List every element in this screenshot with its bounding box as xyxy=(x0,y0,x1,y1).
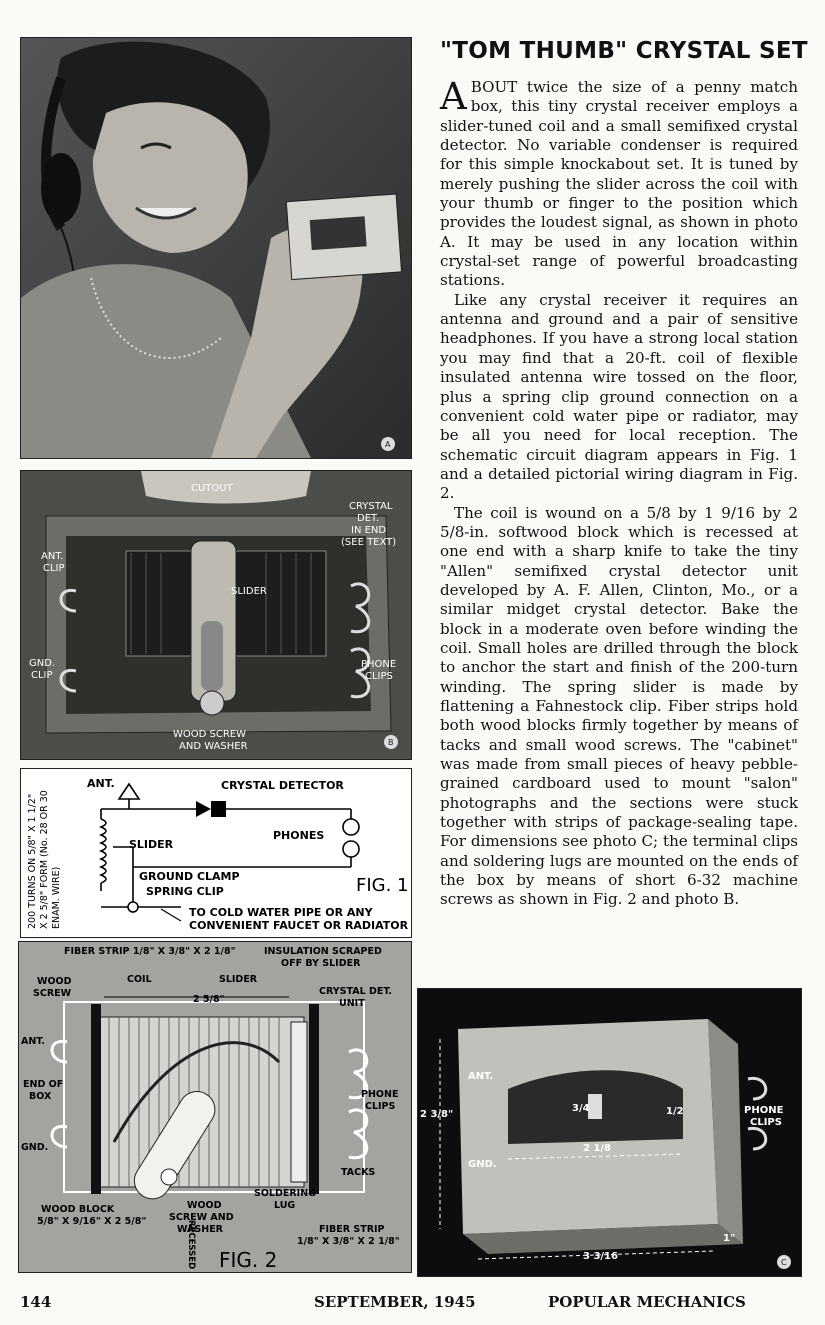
photo-a xyxy=(20,37,412,459)
fig1-water-2: CONVENIENT FAUCET OR RADIATOR xyxy=(189,919,409,932)
fig2-recessed: RECESSED xyxy=(186,1220,196,1270)
photo-b-screw-2: AND WASHER xyxy=(179,741,248,752)
fig2-insulation-1: INSULATION SCRAPED xyxy=(264,946,382,957)
photo-b-phone-2: CLIPS xyxy=(365,671,393,682)
article-body xyxy=(440,75,798,910)
fig1-ant: ANT. xyxy=(87,777,115,790)
fig1-side-1: 200 TURNS ON 5/8" X 1 1/2" xyxy=(27,793,38,929)
fig1-phones: PHONES xyxy=(273,829,325,842)
photo-c-gnd: GND. xyxy=(468,1159,497,1170)
fig2-wood-screw-1: WOOD xyxy=(37,976,72,987)
photo-b-badge: B xyxy=(388,738,394,747)
fig2-fiber-b2: 1/8" X 3/8" X 2 1/8" xyxy=(297,1236,400,1247)
photo-a-badge: A xyxy=(385,440,391,449)
fig2-fiber-b1: FIBER STRIP xyxy=(319,1224,385,1235)
paragraph-1-text: BOUT twice the size of a penny match box, this tiny crystal receiver employs a slider-tuned coil and a small semifixed crystal detector. No variable condenser is required for this simple knockabout set. It is tuned by merely pushing the slider across the coil with your thumb or finger to the position which provides the loudest signal, as shown in photo A. It may be used in any location within crystal-set range of powerful broadcasting stations. xyxy=(440,78,798,290)
fig2-wsw-2: SCREW AND xyxy=(169,1212,234,1223)
photo-b-crystal-1: CRYSTAL xyxy=(349,501,393,512)
fig2-slider: SLIDER xyxy=(219,974,258,985)
fig1-label: FIG. 1 xyxy=(356,875,409,896)
photo-b xyxy=(20,470,412,760)
figure-1-schematic xyxy=(20,768,412,938)
photo-b-gnd-2: CLIP xyxy=(31,670,53,681)
photo-b-screw-1: WOOD SCREW xyxy=(173,729,246,740)
photo-b-gnd-1: GND. xyxy=(29,658,56,669)
fig2-solder-1: SOLDERING xyxy=(254,1188,316,1199)
fig2-block-2: 5/8" X 9/16" X 2 5/8" xyxy=(37,1216,147,1227)
fig2-insulation-2: OFF BY SLIDER xyxy=(281,958,361,969)
magazine-name: POPULAR MECHANICS xyxy=(548,1293,746,1311)
fig2-coil: COIL xyxy=(127,974,152,985)
photo-c-height: 2 3/8" xyxy=(420,1109,454,1120)
photo-c-half: 1/2 xyxy=(666,1106,684,1117)
fig2-wsw-1: WOOD xyxy=(187,1200,222,1211)
fig2-end-box-1: END OF xyxy=(23,1079,64,1090)
paragraph-1 xyxy=(440,75,798,291)
photo-c-ant: ANT. xyxy=(468,1071,494,1082)
fig2-crystal-1: CRYSTAL DET. xyxy=(319,986,392,997)
photo-b-phone-1: PHONE xyxy=(361,659,397,670)
fig1-side-3: ENAM. WIRE) xyxy=(51,866,62,929)
fig2-wood-screw-2: SCREW xyxy=(33,988,72,999)
drop-cap: A xyxy=(440,75,467,118)
page-number: 144 xyxy=(20,1293,52,1311)
fig1-side-2: X 2 5/8" FORM (No. 28 OR 30 xyxy=(39,790,50,929)
fig1-spring-clip: SPRING CLIP xyxy=(146,885,224,898)
figure-2-wiring xyxy=(18,941,412,1273)
issue-date: SEPTEMBER, 1945 xyxy=(314,1293,476,1311)
fig1-water-1: TO COLD WATER PIPE OR ANY xyxy=(189,906,373,919)
photo-c-slot-h: 3/4 xyxy=(572,1103,590,1114)
photo-c-phone-1: PHONE xyxy=(744,1105,784,1116)
paragraph-3: The coil is wound on a 5/8 by 1 9/16 by 2 5/8-in. softwood block which is recessed at one end with a sharp knife to take the tiny "Allen" semifixed crystal detector unit developed by A. F. Allen, Clinton, Mo., or a similar midget crystal detector. Bake the block in a moderate oven before winding the coil. Small holes are drilled through the block to anchor the start and finish of the 200-turn winding. The spring slider is made by flattening a Fahnestock clip. Fiber strips hold both wood blocks firmly together by means of tacks and small wood screws. The "cabinet" was made from small pieces of heavy pebble-grained cardboard used to mount "salon" photographs and the sections were stuck together with strips of package-sealing tape. For dimensions see photo C; the terminal clips and soldering lugs are mounted on the ends of the box by means of short 6-32 machine screws as shown in Fig. 2 and photo B. xyxy=(440,503,798,909)
fig2-wsw-3: WASHER xyxy=(177,1224,224,1235)
paragraph-2: Like any crystal receiver it requires an antenna and ground and a pair of sensitive headphones. If you have a strong local station you may find that a 20-ft. coil of flexible insulated antenna wire tossed on the floor, plus a spring clip ground connection on a convenient cold water pipe or radiator, may be all you need for local reception. The schematic circuit diagram appears in Fig. 1 and a detailed pictorial wiring diagram in Fig. 2. xyxy=(440,290,798,503)
photo-b-crystal-3: IN END xyxy=(351,525,387,536)
fig1-slider: SLIDER xyxy=(129,838,174,851)
fig2-solder-2: LUG xyxy=(274,1200,296,1211)
photo-c-length: 3 3/16 xyxy=(583,1251,618,1262)
photo-c-slot-w: 2 1/8 xyxy=(583,1143,612,1154)
photo-c xyxy=(417,988,802,1277)
photo-b-crystal-2: DET. xyxy=(357,513,380,524)
fig2-phone-2: CLIPS xyxy=(365,1101,396,1112)
fig1-ground-clamp: GROUND CLAMP xyxy=(139,870,240,883)
fig2-crystal-2: UNIT xyxy=(339,998,365,1009)
fig1-crystal-detector: CRYSTAL DETECTOR xyxy=(221,779,344,792)
photo-c-depth: 1" xyxy=(723,1233,736,1244)
photo-b-ant-2: CLIP xyxy=(43,563,65,574)
photo-b-ant-1: ANT. xyxy=(41,551,64,562)
fig2-ant: ANT. xyxy=(21,1036,45,1047)
fig2-end-box-2: BOX xyxy=(29,1091,52,1102)
fig2-block-1: WOOD BLOCK xyxy=(41,1204,115,1215)
fig2-label: FIG. 2 xyxy=(219,1248,278,1272)
photo-b-crystal-4: (SEE TEXT) xyxy=(341,537,397,548)
photo-b-cutout: CUTOUT xyxy=(191,483,233,494)
fig2-tacks: TACKS xyxy=(341,1167,376,1178)
fig2-dim: 2 5/8" xyxy=(193,994,225,1005)
photo-c-phone-2: CLIPS xyxy=(750,1117,782,1128)
fig2-fiber-top: FIBER STRIP 1/8" X 3/8" X 2 1/8" xyxy=(64,946,236,957)
article-title: "TOM THUMB" CRYSTAL SET xyxy=(440,38,808,64)
photo-b-slider: SLIDER xyxy=(231,586,267,597)
fig2-gnd: GND. xyxy=(21,1142,49,1153)
fig2-phone-1: PHONE xyxy=(361,1089,399,1100)
photo-c-badge: C xyxy=(781,1258,787,1267)
